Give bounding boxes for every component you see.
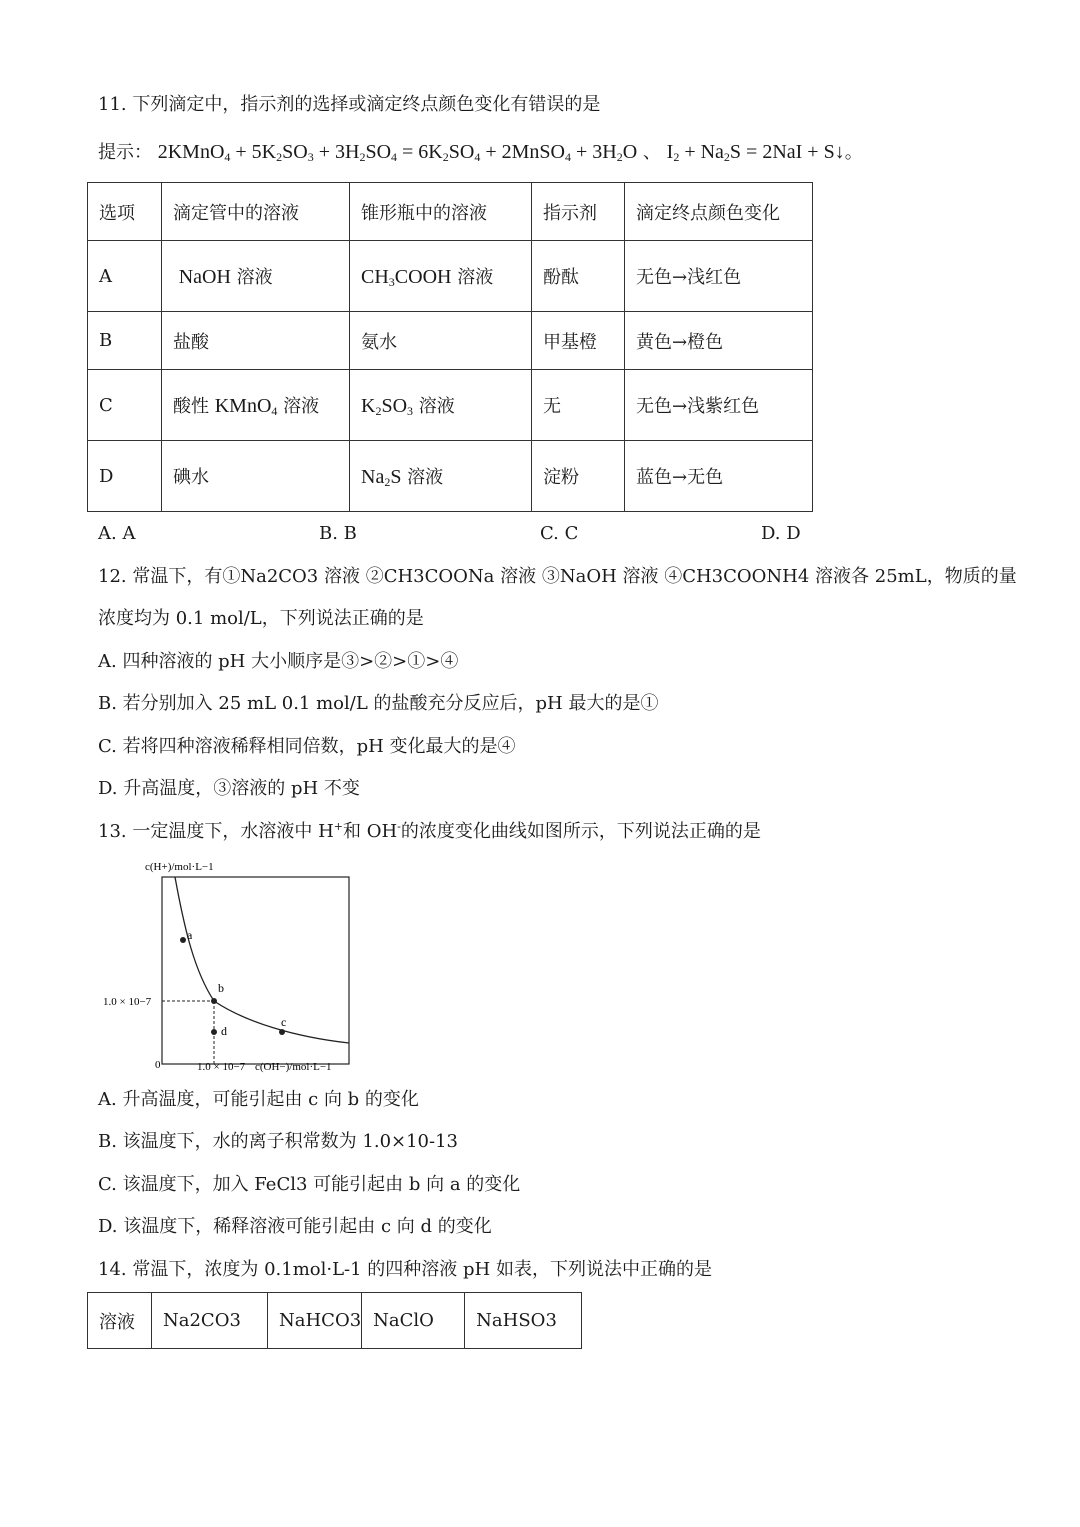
- origin-label: 0: [155, 1059, 161, 1071]
- point-b: [211, 998, 217, 1004]
- table-header-row: [88, 1293, 582, 1349]
- table-header-row: [88, 183, 813, 241]
- header-na2co3: Na2CO3: [152, 1293, 268, 1349]
- header-naclo: NaClO: [362, 1293, 465, 1349]
- equation-end: 。: [844, 142, 863, 163]
- point-b-label: b: [218, 981, 224, 995]
- x-axis-label: c(OH−)/mol·L−1: [255, 1061, 332, 1073]
- q14-table: [87, 1292, 582, 1349]
- q11-stem: 11. 下列滴定中，指示剂的选择或滴定终点颜色变化有错误的是: [98, 94, 601, 115]
- x-tick-label: 1.0 × 10−7: [197, 1061, 246, 1073]
- point-c: [279, 1029, 285, 1035]
- header-color-change: 滴定终点颜色变化: [625, 183, 813, 241]
- q11-table: [87, 182, 813, 512]
- q13-option-a[interactable]: A. 升高温度，可能引起由 c 向 b 的变化: [98, 1089, 419, 1110]
- header-solution: 溶液: [88, 1293, 152, 1349]
- q13-option-c[interactable]: C. 该温度下，加入 FeCl3 可能引起由 b 向 a 的变化: [98, 1174, 521, 1195]
- row-color-change: 黄色→橙色: [625, 312, 813, 370]
- q13-option-b[interactable]: B. 该温度下，水的离子积常数为 1.0×10-13: [98, 1131, 458, 1152]
- table-row: [88, 312, 813, 370]
- row-flask: $CH_3COOH$ 溶液: [350, 241, 532, 312]
- y-axis-label: c(H+)/mol·L−1: [145, 861, 214, 873]
- point-d-label: d: [221, 1024, 227, 1038]
- row-option: C: [88, 370, 162, 441]
- point-d: [211, 1029, 217, 1035]
- option-a[interactable]: A. A: [98, 523, 136, 544]
- row-indicator: 酚酞: [532, 241, 625, 312]
- row-option: B: [88, 312, 162, 370]
- row-flask: $Na_2S$ 溶液: [350, 441, 532, 512]
- row-burette: 盐酸: [162, 312, 350, 370]
- row-indicator: 淀粉: [532, 441, 625, 512]
- reaction-equation-1: 2KMnO$_4$ + $5K_2SO_3 + 3H_2SO_4 = 6K_2SO_4$ + 2MnSO$_4$ + $3H_2O$: [157, 141, 638, 164]
- row-option: D: [88, 441, 162, 512]
- row-color-change: 无色→浅紫红色: [625, 370, 813, 441]
- row-burette: 碘水: [162, 441, 350, 512]
- row-burette: 酸性 KMnO$_4$ 溶液: [162, 370, 350, 441]
- row-indicator: 无: [532, 370, 625, 441]
- header-nahco3: NaHCO3: [268, 1293, 362, 1349]
- q12-option-a[interactable]: A. 四种溶液的 pH 大小顺序是③>②>①>④: [98, 651, 459, 672]
- plot-frame: [162, 877, 349, 1064]
- row-indicator: 甲基橙: [532, 312, 625, 370]
- equation-separator: 、: [642, 142, 661, 163]
- q11-options: [98, 522, 998, 546]
- q12-stem-line2: 浓度均为 0.1 mol/L，下列说法正确的是: [98, 608, 424, 629]
- point-a: [180, 937, 186, 943]
- header-nahso3: NaHSO3: [465, 1293, 582, 1349]
- row-flask: 氨水: [350, 312, 532, 370]
- row-flask: $K_2SO_3$ 溶液: [350, 370, 532, 441]
- row-burette: NaOH 溶液: [162, 241, 350, 312]
- table-row: [88, 241, 813, 312]
- y-tick-label: 1.0 × 10−7: [103, 996, 152, 1008]
- header-burette: 滴定管中的溶液: [162, 183, 350, 241]
- q12-option-b[interactable]: B. 若分别加入 25 mL 0.1 mol/L 的盐酸充分反应后，pH 最大的是①: [98, 693, 659, 714]
- hint-label: 提示：: [98, 142, 152, 163]
- reaction-equation-2: $I_2 + Na_2S = 2NaI$ + S↓: [666, 141, 845, 164]
- q13-option-d[interactable]: D. 该温度下，稀释溶液可能引起由 c 向 d 的变化: [98, 1216, 492, 1237]
- q12-stem-line1: 12. 常温下，有①Na2CO3 溶液 ②CH3COONa 溶液 ③NaOH 溶液 ④CH3COONH4 溶液各 25mL，物质的量: [98, 566, 1017, 587]
- table-row: [88, 441, 813, 512]
- q14-stem: 14. 常温下，浓度为 0.1mol·L-1 的四种溶液 pH 如表，下列说法中正确的是: [98, 1259, 712, 1280]
- point-c-label: c: [281, 1015, 287, 1029]
- option-d[interactable]: D. D: [761, 523, 801, 544]
- point-a-label: a: [187, 928, 193, 942]
- option-b[interactable]: B. B: [319, 523, 357, 544]
- row-color-change: 蓝色→无色: [625, 441, 813, 512]
- header-flask: 锥形瓶中的溶液: [350, 183, 532, 241]
- q13-stem: 13. 一定温度下，水溶液中 H+和 OH-的浓度变化曲线如图所示，下列说法正确的是: [98, 820, 761, 842]
- q13-chart: [95, 852, 365, 1082]
- option-c[interactable]: C. C: [540, 523, 579, 544]
- q12-option-d[interactable]: D. 升高温度，③溶液的 pH 不变: [98, 778, 360, 799]
- header-option: 选项: [88, 183, 162, 241]
- table-row: [88, 370, 813, 441]
- curve: [175, 877, 349, 1043]
- q11-hint: [98, 140, 863, 165]
- header-indicator: 指示剂: [532, 183, 625, 241]
- q12-option-c[interactable]: C. 若将四种溶液稀释相同倍数，pH 变化最大的是④: [98, 736, 516, 757]
- row-option: A: [88, 241, 162, 312]
- row-color-change: 无色→浅红色: [625, 241, 813, 312]
